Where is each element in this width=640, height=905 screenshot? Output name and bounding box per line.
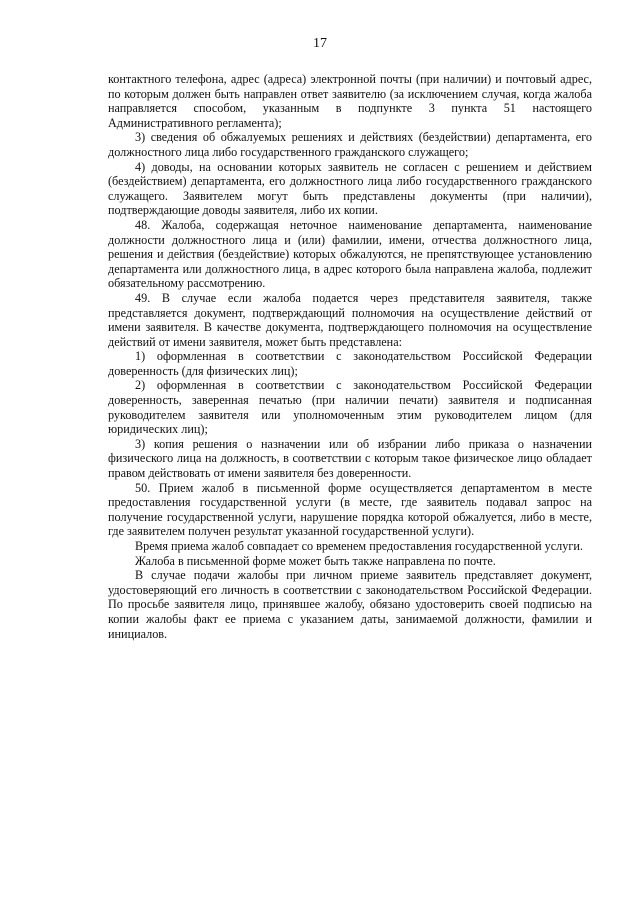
- paragraph-mail-submission: Жалоба в письменной форме может быть также направлена по почте.: [135, 553, 496, 568]
- paragraph-item-4-arguments: 4) доводы, на основании которых заявитель не согласен с решением и действием (бездействием) департамента, его должностного лица либо государственного гражданского служащего. Заявителем могут быть представлены документы (при наличии), подтверждающие доводы заявителя, либо их копии.: [108, 159, 592, 218]
- paragraph-48: 48. Жалоба, содержащая неточное наименование департамента, наименование должности должностного лица и (или) фамилии, имени, отчества должностного лица, решения и действия (бездействие) которых обжалуются, не препятствующее установлению департамента или должностного лица, в адрес которого была направлена жалоба, подлежит обязательному рассмотрению.: [108, 217, 592, 291]
- paragraph-49-item-2: 2) оформленная в соответствии с законодательством Российской Федерации доверенность, заверенная печатью (при наличии печати) заявителя и подписанная руководителем заявителя или уполномоченным этим руководителем лицом (для юридических лиц);: [108, 378, 592, 437]
- page-number: 17: [313, 36, 327, 51]
- paragraph-49-item-3: 3) копия решения о назначении или об избрании либо приказа о назначении физического лица на должность, в соответствии с которым такое физическое лицо обладает правом действовать от имени заявителя без доверенности.: [108, 436, 592, 481]
- paragraph-49: 49. В случае если жалоба подается через представителя заявителя, также представляется документ, подтверждающий полномочия на осуществление действий от имени заявителя. В качестве документа, подтверждающего полномочия на осуществление действий от имени заявителя, может быть представлена:: [108, 290, 592, 349]
- paragraph-item-3-decisions: 3) сведения об обжалуемых решениях и действиях (бездействии) департамента, его должностного лица либо государственного гражданского служащего;: [108, 130, 592, 159]
- document-body: [108, 72, 592, 641]
- paragraph-personal-reception: В случае подачи жалобы при личном приеме заявитель представляет документ, удостоверяющий его личность в соответствии с законодательством Российской Федерации. По просьбе заявителя лицо, принявшее жалобу, обязано удостоверить своей подписью на копии жалобы факт ее приема с указанием даты, занимаемой должности, фамилии и инициалов.: [108, 568, 592, 641]
- paragraph-49-item-1: 1) оформленная в соответствии с законодательством Российской Федерации доверенность (для физических лиц);: [108, 349, 592, 378]
- paragraph-reception-time: Время приема жалоб совпадает со временем предоставления государственной услуги.: [135, 539, 583, 553]
- paragraph-50: 50. Прием жалоб в письменной форме осуществляется департаментом в месте предоставления государственной услуги (в месте, где заявитель подавал запрос на получение государственной услуги, нарушение порядка которой обжалуется, либо в месте, где заявителем получен результат указанной государственной услуги).: [108, 480, 592, 539]
- paragraph-contact-details: контактного телефона, адрес (адреса) электронной почты (при наличии) и почтовый адрес, по которым должен быть направлен ответ заявителю (за исключением случая, когда жалоба направляется способом, указанным в подпункте 3 пункта 51 настоящего Административного регламента);: [108, 72, 592, 130]
